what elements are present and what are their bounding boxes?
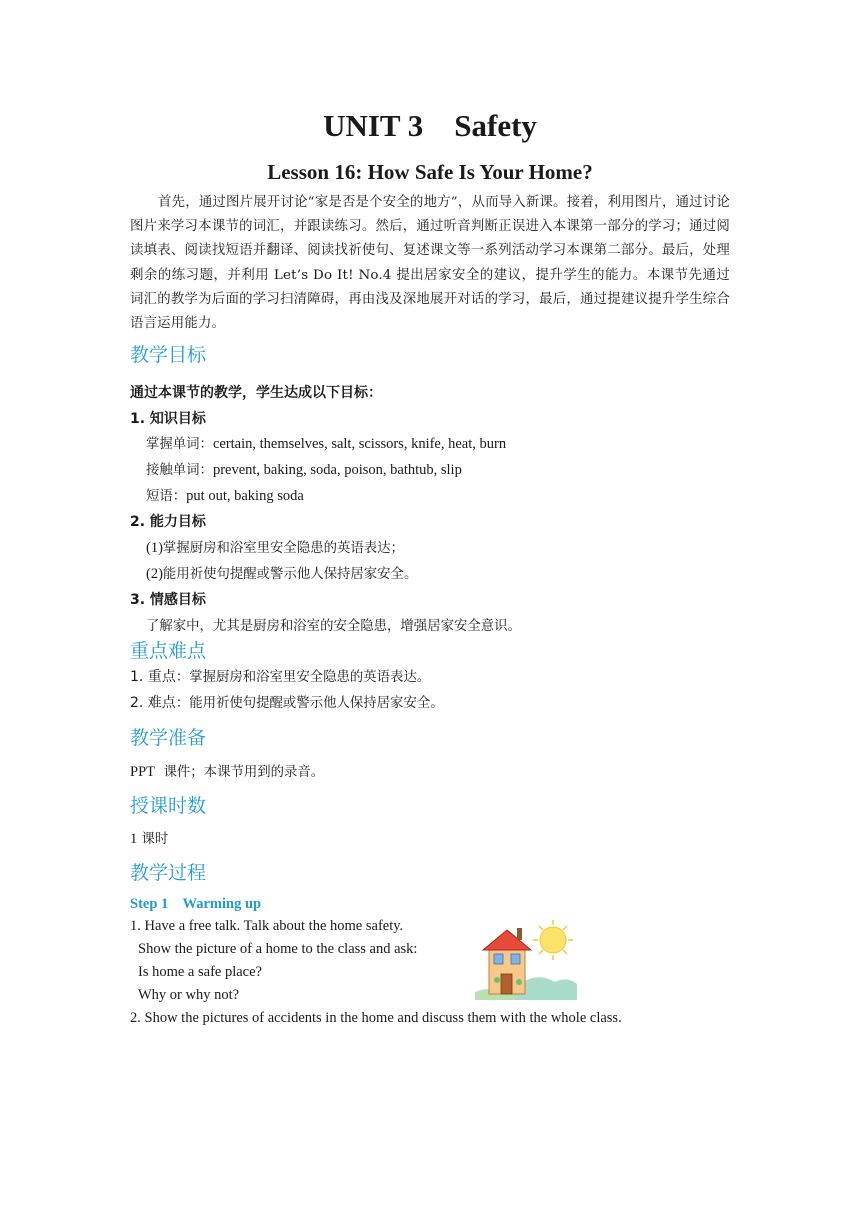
master-words-line — [146, 433, 506, 453]
lesson-title: Lesson 16: How Safe Is Your Home? — [267, 160, 593, 184]
key-point-line — [130, 666, 430, 686]
house-icon — [483, 928, 531, 994]
hours-num: 1 — [130, 831, 138, 847]
contact-label: 接触单词： — [146, 463, 213, 478]
sun-icon — [533, 920, 573, 960]
key-points-heading: 重点难点 — [130, 640, 207, 662]
master-words: certain, themselves, salt, scissors, knife, heat, burn — [212, 436, 507, 452]
phrase-line — [146, 485, 304, 505]
process-heading: 教学过程 — [130, 862, 207, 884]
phrase-words: put out, baking soda — [186, 488, 304, 504]
difficulty-line — [130, 692, 444, 712]
preparation-ppt: PPT — [130, 764, 155, 780]
preparation-text: 课件；本课节用到的录音。 — [163, 765, 325, 780]
house-with-sun-illustration — [475, 918, 577, 1000]
emotion-heading: 3. 情感目标 — [130, 592, 206, 608]
objectives-lead: 通过本课节的教学，学生达成以下目标： — [130, 385, 382, 401]
process-line-1: 1. Have a free talk. Talk about the home safety. — [130, 918, 404, 934]
ability-item-1-text: 掌握厨房和浴室里安全隐患的英语表达； — [162, 541, 404, 556]
objectives-heading: 教学目标 — [130, 344, 207, 366]
unit-title: UNIT 3 Safety — [323, 108, 537, 143]
hours-line — [130, 828, 168, 848]
ability-item-1-num: (1) — [146, 540, 163, 556]
master-label: 掌握单词： — [146, 437, 213, 452]
process-line-2: Show the picture of a home to the class and ask: — [138, 941, 418, 957]
key-point-text: ：掌握厨房和浴室里安全隐患的英语表达。 — [175, 670, 431, 685]
step-1-heading: Step 1 Warming up — [130, 896, 262, 912]
process-line-5: 2. Show the pictures of accidents in the home and discuss them with the whole class. — [130, 1010, 622, 1026]
ability-item-2-text: 能用祈使句提醒或警示他人保持居家安全。 — [162, 567, 418, 582]
contact-words-line — [146, 459, 462, 479]
emotion-text: 了解家中，尤其是厨房和浴室的安全隐患，增强居家安全意识。 — [146, 619, 521, 634]
difficulty-text: ：能用祈使句提醒或警示他人保持居家安全。 — [175, 696, 444, 711]
process-line-4: Why or why not? — [138, 987, 240, 1003]
hours-text: 课时 — [141, 832, 169, 847]
intro-paragraph: 首先，通过图片展开讨论“家是否是个安全的地方”，从而导入新课。接着，利用图片，通过讨论图片来学习本课节的词汇，并跟读练习。然后，通过听音判断正误进入本课第一部分的学习；通过阅读填表、阅读找短语并翻译、阅读找祈使句、复述课文等一系列活动学习本课第二部分。最后，处理剩余的练习题，并利用 Let’s Do It! No.4 提出居家安全的建议，提升学生的能力。本课节先通过词汇的教学为后面的学习扫清障碍，再由浅及深地展开对话的学习，最后，通过提建议提升学生综合语言运用能力。 — [130, 195, 730, 332]
key-point-label: 1. 重点 — [130, 669, 176, 685]
process-line-3: Is home a safe place? — [138, 964, 262, 980]
ability-heading: 2. 能力目标 — [130, 514, 206, 530]
ability-item-2 — [146, 563, 417, 583]
knowledge-heading: 1. 知识目标 — [130, 411, 206, 427]
contact-words: prevent, baking, soda, poison, bathtub, slip — [212, 462, 462, 478]
preparation-line — [130, 761, 324, 781]
phrase-label: 短语： — [146, 489, 187, 504]
ability-item-1 — [146, 537, 404, 557]
preparation-heading: 教学准备 — [130, 727, 207, 749]
ability-item-2-num: (2) — [146, 566, 163, 582]
hours-heading: 授课时数 — [130, 795, 207, 817]
difficulty-label: 2. 难点 — [130, 695, 176, 711]
